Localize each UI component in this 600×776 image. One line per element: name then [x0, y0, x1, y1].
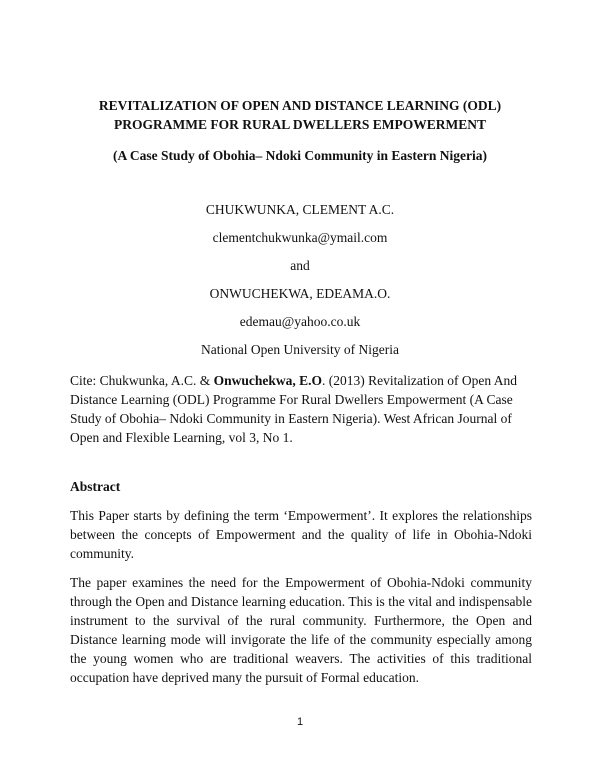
abstract-heading: Abstract — [70, 479, 121, 494]
author-separator: and — [290, 258, 310, 273]
title-line-1: REVITALIZATION OF OPEN AND DISTANCE LEARNING (ODL) — [98, 98, 502, 113]
abstract-paragraph-2: The paper examines the need for the Empowerment of Obohia-Ndoki community through the Open and Distance learning education. This is the vital and indispensable instrument to the survival of the rural community. Furthermore, the Open and Distance learning mode will invigorate the life of the community especially among the young women who are traditional weavers. The activities of this traditional occupation have deprived many the pursuit of Formal education. — [70, 575, 532, 685]
author-2: ONWUCHEKWA, EDEAMA.O. — [209, 286, 391, 301]
paper-title — [60, 96, 540, 134]
title-line-2: PROGRAMME FOR RURAL DWELLERS EMPOWERMENT — [113, 117, 486, 132]
author-1: CHUKWUNKA, CLEMENT A.C. — [205, 202, 395, 217]
abstract-paragraph-1: This Paper starts by defining the term ‘Empowerment’. It explores the relationships between the concepts of Empowerment and the quality of life in Obohia-Ndoki community. — [70, 508, 532, 561]
page-number: 1 — [296, 716, 304, 728]
citation — [70, 371, 532, 447]
citation-prefix: Cite: Chukwunka, A.C. & — [70, 373, 214, 388]
email-1: clementchukwunka@ymail.com — [212, 230, 388, 245]
email-2: edemau@yahoo.co.uk — [239, 314, 361, 329]
citation-suffix: . (2013) Revitalization of Open And Distance Learning (ODL) Programme For Rural Dwellers Empowerment (A Case Study of Obohia– Ndoki Community in Eastern Nigeria). West African Journal of Open and Flexible Learning, vol 3, No 1. — [70, 373, 518, 445]
paper-subtitle: (A Case Study of Obohia– Ndoki Community in Eastern Nigeria) — [113, 148, 487, 163]
institution: National Open University of Nigeria — [201, 342, 399, 357]
citation-bold-author: Onwuchekwa, E.O — [213, 373, 323, 388]
